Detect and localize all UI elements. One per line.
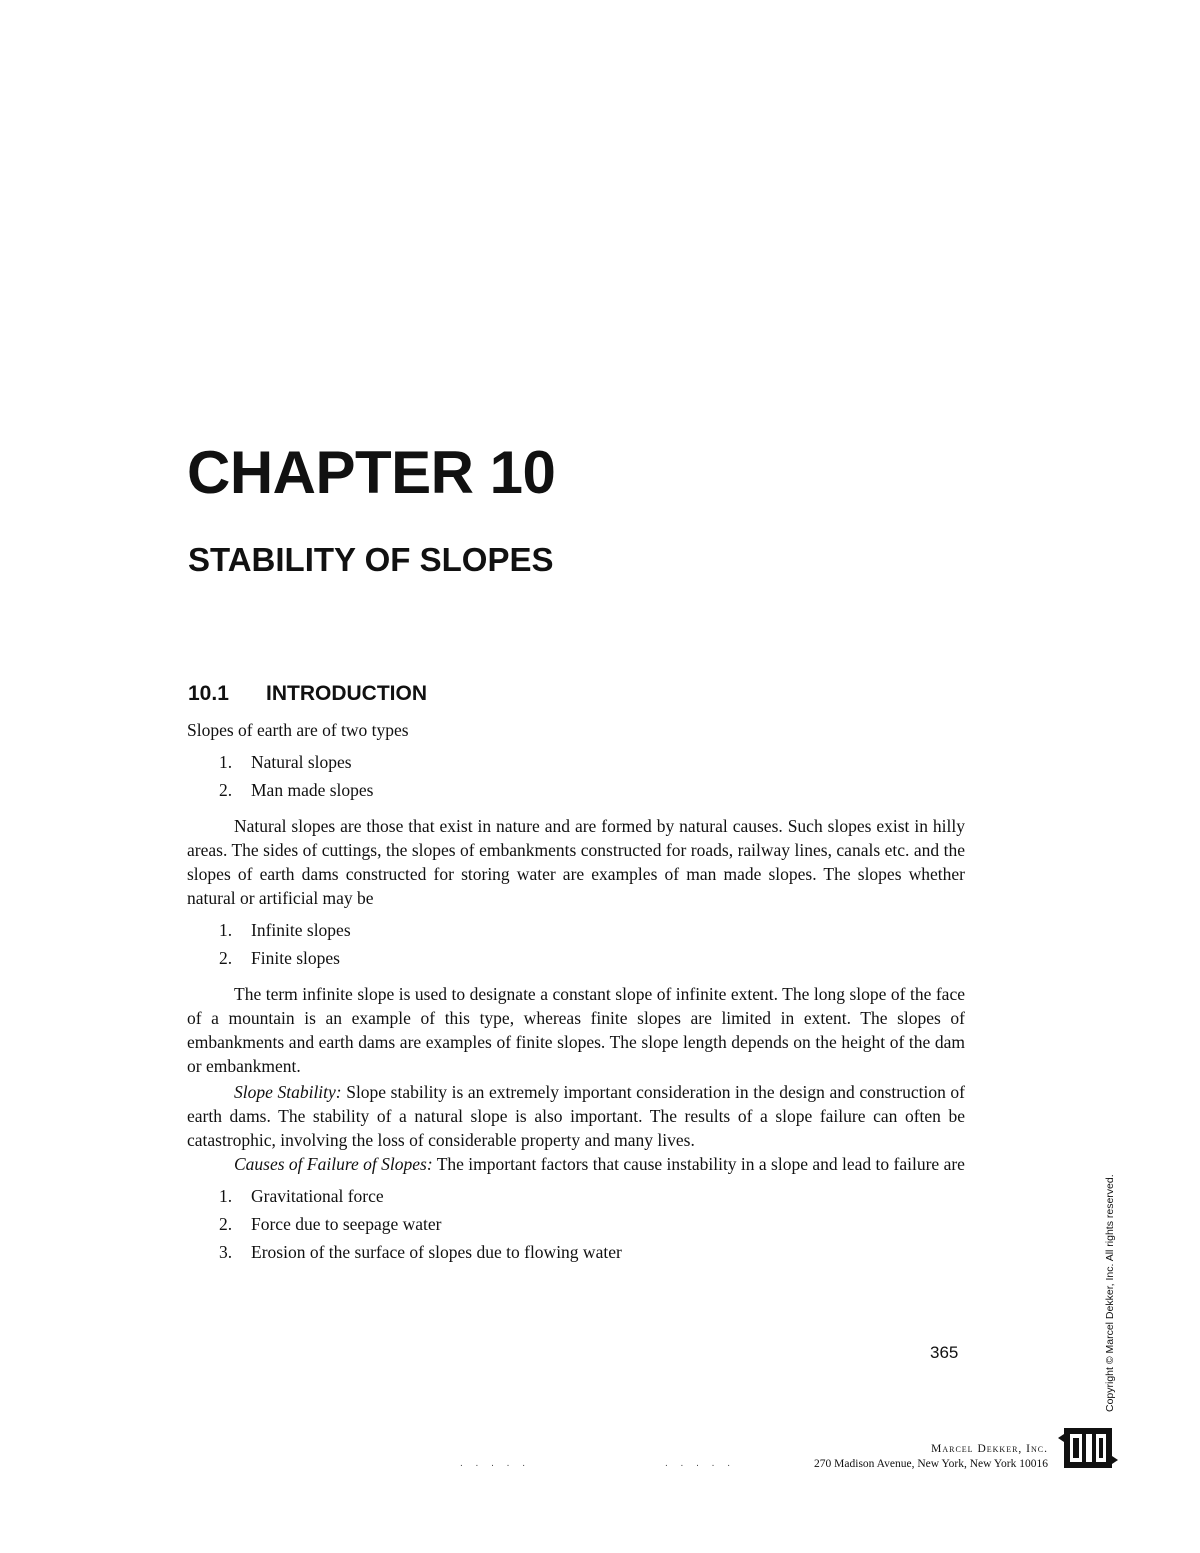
causes-of-failure-label: Causes of Failure of Slopes: xyxy=(234,1154,433,1174)
publisher-info xyxy=(814,1442,1048,1472)
paragraph-slope-stability: Slope Stability: Slope stability is an extremely important consideration in the design and construction of earth dams. The stability of a natural slope is also important. The results of a slope failure can often be catastrophic, involving the loss of considerable property and many lives. xyxy=(187,1082,965,1150)
paragraph-infinite-slope: The term infinite slope is used to designate a constant slope of infinite extent. The long slope of the face of a mountain is an example of this type, whereas finite slopes are limited in extent. The slopes of embankments and earth dams are examples of finite slopes. The slope length depends on the height of the dam or embankment. xyxy=(187,984,965,1076)
body-text xyxy=(187,718,965,1276)
slope-types-list xyxy=(187,748,965,804)
chapter-title: CHAPTER 10 xyxy=(187,439,556,506)
publisher-name: Marcel Dekker, Inc. xyxy=(931,1443,1048,1455)
paragraph-causes-of-failure: Causes of Failure of Slopes: The important factors that cause instability in a slope and lead to failure are xyxy=(234,1154,965,1174)
list-item: 3. Erosion of the surface of slopes due to flowing water xyxy=(219,1242,622,1262)
section-heading xyxy=(188,683,427,704)
slope-extent-list xyxy=(187,916,965,972)
list-item: 2. Finite slopes xyxy=(219,948,340,968)
section-number: 10.1 xyxy=(188,682,229,705)
scan-dots-right: . . . . . xyxy=(665,1458,736,1469)
section-title: INTRODUCTION xyxy=(266,682,427,705)
slope-stability-label: Slope Stability: xyxy=(234,1082,342,1102)
publisher-logo-icon xyxy=(1056,1426,1120,1470)
publisher-address: 270 Madison Avenue, New York, New York 10016 xyxy=(814,1458,1048,1470)
intro-line: Slopes of earth are of two types xyxy=(187,720,409,740)
copyright-notice: Copyright © Marcel Dekker, Inc. All rights reserved. xyxy=(1104,1174,1116,1412)
chapter-subtitle: STABILITY OF SLOPES xyxy=(188,541,554,578)
list-item: 1. Natural slopes xyxy=(219,752,352,772)
list-item: 2. Force due to seepage water xyxy=(219,1214,442,1234)
list-item: 1. Gravitational force xyxy=(219,1186,384,1206)
scan-dots-left: . . . . . xyxy=(460,1458,531,1469)
list-item: 1. Infinite slopes xyxy=(219,920,351,940)
failure-causes-list xyxy=(187,1182,965,1266)
list-item: 2. Man made slopes xyxy=(219,780,374,800)
paragraph-natural-slopes: Natural slopes are those that exist in nature and are formed by natural causes. Such slopes exist in hilly areas. The sides of cuttings, the slopes of embankments constructed for roads, railway lines, canals etc. and the slopes of earth dams constructed for storing water are examples of man made slopes. The slopes whether natural or artificial may be xyxy=(187,816,965,908)
page-number: 365 xyxy=(930,1343,959,1362)
